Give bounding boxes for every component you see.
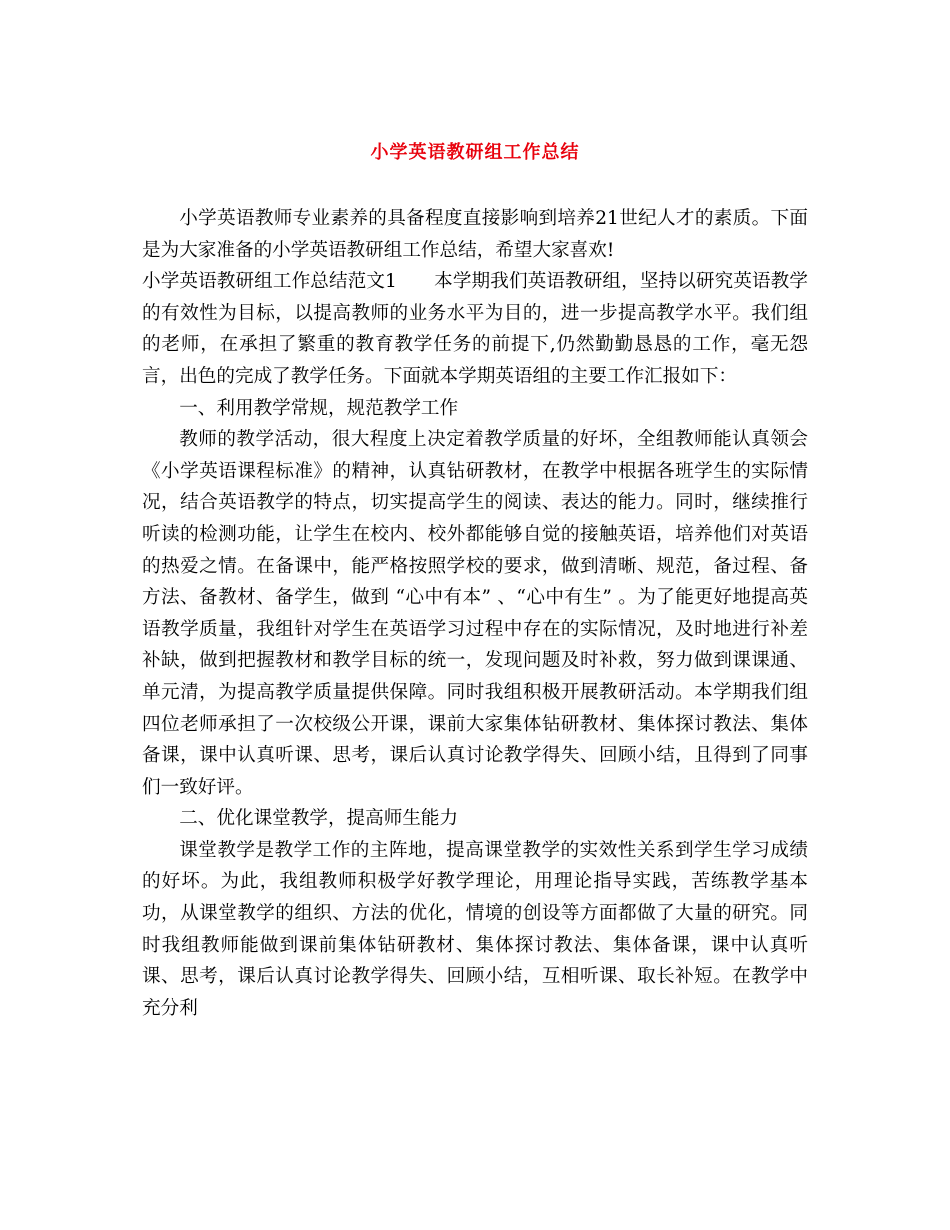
- document-title: 小学英语教研组工作总结: [370, 142, 580, 163]
- intro-paragraph: 小学英语教师专业素养的具备程度直接影响到培养21世纪人才的素质。下面是为大家准备的小学英语教研组工作总结，希望大家喜欢!: [142, 208, 808, 261]
- section-2-heading: 二、优化课堂教学，提高师生能力: [179, 808, 459, 830]
- sample-title: 小学英语教研组工作总结范文1: [142, 271, 397, 293]
- section-1-body: 教师的教学活动，很大程度上决定着教学质量的好坏，全组教师能认真领会《小学英语课程标准》的精神，认真钻研教材，在教学中根据各班学生的实际情况，结合英语教学的特点，切实提高学生的阅读、表达的能力。同时，继续推行听读的检测功能，让学生在校内、校外都能够自觉的接触英语，培养他们对英语的热爱之情。在备课中，能严格按照学校的要求，做到清晰、规范，备过程、备方法、备教材、备学生，做到 “心中有本” 、“心中有生” 。为了能更好地提高英语教学质量，我组针对学生在英语学习过程中存在的实际情况，及时地进行补差补缺，做到把握教材和教学目标的统一，发现问题及时补救，努力做到课课通、单元清，为提高教学质量提供保障。同时我组积极开展教研活动。本学期我们组四位老师承担了一次校级公开课，课前大家集体钻研教材、集体探讨教法、集体备课，课中认真听课、思考，课后认真讨论教学得失、回顾小结，且得到了同事们一致好评。: [142, 429, 808, 798]
- sample-paragraph: [142, 266, 808, 392]
- document-body: [142, 203, 808, 1024]
- sample-intro: 本学期我们英语教研组，坚持以研究英语教学的有效性为目标，以提高教师的业务水平为目的，进一步提高教学水平。我们组的老师，在承担了繁重的教育教学任务的前提下,仍然勤勤恳恳的工作，毫无怨言，出色的完成了教学任务。下面就本学期英语组的主要工作汇报如下：: [142, 271, 808, 387]
- section-1-heading: 一、利用教学常规，规范教学工作: [179, 397, 459, 419]
- section-2-body: 课堂教学是教学工作的主阵地，提高课堂教学的实效性关系到学生学习成绩的好坏。为此，我组教师积极学好教学理论，用理论指导实践，苦练教学基本功，从课堂教学的组织、方法的优化，情境的创设等方面都做了大量的研究。同时我组教师能做到课前集体钻研教材、集体探讨教法、集体备课，课中认真听课、思考，课后认真讨论教学得失、回顾小结，互相听课、取长补短。在教学中充分利: [142, 839, 808, 1019]
